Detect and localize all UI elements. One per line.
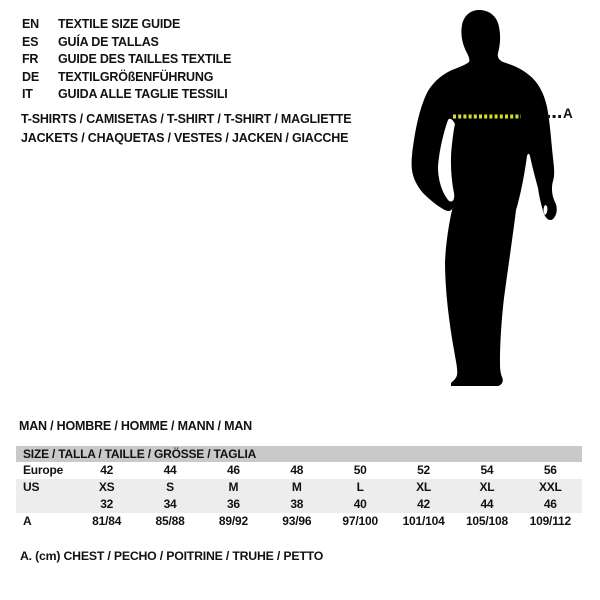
size-cell: 32	[100, 497, 114, 511]
size-cell: 52	[417, 463, 431, 477]
size-cell: 40	[353, 497, 367, 511]
language-title: TEXTILGRÖßENFÜHRUNG	[58, 69, 214, 84]
language-code: EN	[22, 17, 39, 31]
size-cell: 44	[163, 463, 177, 477]
size-cell: XL	[416, 480, 432, 494]
language-title: TEXTILE SIZE GUIDE	[58, 17, 181, 31]
size-cell: 109/112	[529, 514, 571, 528]
language-title: GUÍA DE TALLAS	[58, 34, 159, 49]
language-code: FR	[22, 52, 39, 66]
size-cell: S	[166, 480, 174, 494]
size-cell: 89/92	[218, 514, 248, 528]
category-line-jackets: JACKETS / CHAQUETAS / VESTES / JACKEN / GIACCHE	[21, 130, 349, 145]
table-row-us-numbers	[16, 496, 582, 513]
language-title: GUIDE DES TAILLES TEXTILE	[58, 52, 232, 66]
category-line-tshirts: T-SHIRTS / CAMISETAS / T-SHIRT / T-SHIRT / MAGLIETTE	[21, 112, 352, 126]
size-cell: 38	[290, 497, 304, 511]
table-row-europe	[16, 462, 582, 479]
size-cell: 34	[163, 497, 177, 511]
measure-footnote: A. (cm) CHEST / PECHO / POITRINE / TRUHE / PETTO	[20, 549, 324, 563]
size-cell: 46	[543, 497, 557, 511]
size-cell: 46	[226, 463, 240, 477]
size-cell: XS	[98, 480, 115, 494]
size-cell: 44	[480, 497, 494, 511]
size-cell: M	[291, 480, 302, 494]
language-code: IT	[22, 87, 33, 101]
size-cell: M	[228, 480, 239, 494]
size-cell: 101/104	[402, 514, 445, 528]
size-cell: 105/108	[465, 514, 508, 528]
size-table	[16, 446, 582, 530]
row-label	[16, 496, 75, 513]
man-silhouette	[412, 10, 557, 386]
size-cell: 85/88	[155, 514, 185, 528]
size-cell: 81/84	[92, 514, 122, 528]
size-cell: 56	[543, 463, 557, 477]
row-label: US	[23, 480, 40, 494]
language-title: GUIDA ALLE TAGLIE TESSILI	[58, 87, 228, 101]
size-cell: 50	[353, 463, 367, 477]
language-code: DE	[22, 69, 39, 84]
size-cell: L	[356, 480, 364, 494]
size-table-header: SIZE / TALLA / TAILLE / GRÖSSE / TAGLIA	[16, 446, 582, 462]
size-cell: XL	[479, 480, 495, 494]
row-label: A	[23, 514, 32, 528]
table-row-chest-cm	[16, 513, 582, 530]
size-cell: 54	[480, 463, 494, 477]
size-cell: 97/100	[342, 514, 378, 528]
size-cell: 42	[417, 497, 431, 511]
table-row-us-letters	[16, 479, 582, 496]
section-title: MAN / HOMBRE / HOMME / MANN / MAN	[19, 419, 252, 433]
measure-marker-label: A	[563, 106, 573, 121]
size-cell: 93/96	[282, 514, 312, 528]
row-label: Europe	[23, 463, 64, 477]
language-code: ES	[22, 34, 39, 49]
size-cell: 36	[226, 497, 240, 511]
size-cell: XXL	[538, 480, 562, 494]
size-cell: 48	[290, 463, 304, 477]
size-cell: 42	[100, 463, 114, 477]
